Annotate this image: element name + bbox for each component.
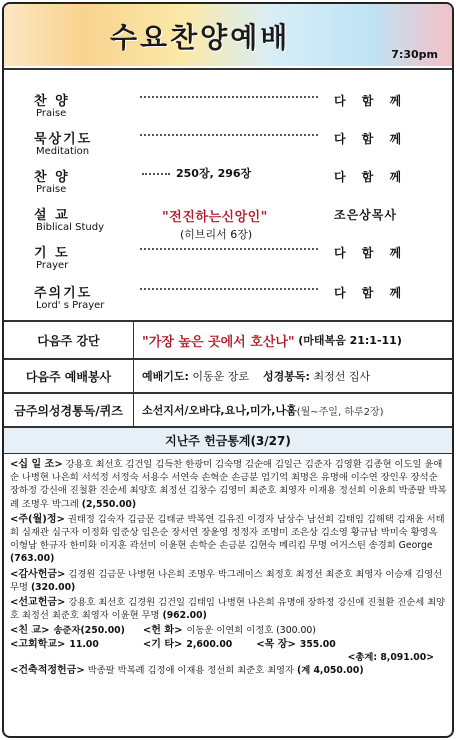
reading-name: 최정선 집사 xyxy=(313,370,371,383)
offering-amount: (2,550.00) xyxy=(81,498,137,510)
page-title: 수요찬양예배 xyxy=(110,21,291,54)
offering-thanks xyxy=(10,568,448,594)
order-leader: 다 함 께 xyxy=(334,132,408,146)
offering-total: <총계: 8,091.00> xyxy=(347,651,434,663)
bulletin-page xyxy=(2,2,454,738)
dotted-leader xyxy=(140,288,318,290)
bible-quiz-label: 금주의성경통독/퀴즈 xyxy=(4,394,134,426)
offering-category: <선교헌금> xyxy=(10,597,66,609)
next-sermon-label: 다음주 강단 xyxy=(4,322,134,358)
offering-amount: 355.00 xyxy=(299,638,336,650)
offering-category: <헌 화> xyxy=(142,625,183,637)
order-leader: 다 함 께 xyxy=(334,286,408,300)
order-item-ko: 찬 양 xyxy=(34,94,70,109)
order-leader: 다 함 께 xyxy=(334,94,408,108)
offering-amount: 11.00 xyxy=(69,638,99,650)
hymn-numbers: 250장, 296장 xyxy=(142,165,251,181)
order-item-ko: 주의기도 xyxy=(34,286,93,301)
next-sermon-row xyxy=(4,322,452,360)
header-banner xyxy=(4,4,452,66)
offering-misc-row xyxy=(10,638,448,651)
order-row xyxy=(4,90,452,126)
offering-category: <목 장> xyxy=(256,638,296,650)
order-item-ko: 묵상기도 xyxy=(34,132,93,147)
service-time: 7:30pm xyxy=(391,48,438,61)
offering-category: <기 타> xyxy=(142,638,183,650)
order-item-ko: 기 도 xyxy=(34,246,70,261)
offering-names: 강용호 최선호 김건일 김득찬 한광미 김숙명 김순애 김일근 김준자 김영환 김종현 이도일 윤애순 나병현 나은희 서석정 서정숙 서용수 서연숙 손혁순 손금분 엄기억 최명은 유명애 이수연 장인우 장석순 장하정 강신애 진철환 진순세 최양호 최정선 김창수 김영미 최준호 최영자 이재용 정선희 이윤희 박종팔 박복례 조명우 박그레 xyxy=(10,459,447,510)
offering-category: <주(월)정> xyxy=(10,513,65,525)
next-sermon-reference: (마태복음 21:1-11) xyxy=(298,334,402,347)
order-of-service xyxy=(4,68,452,322)
dotted-leader xyxy=(140,96,318,98)
prayer-name: 이동운 장로 xyxy=(192,370,250,383)
order-item-ko: 찬 양 xyxy=(34,170,70,185)
offering-weekly xyxy=(10,513,448,566)
order-row xyxy=(4,166,452,202)
dotted-leader xyxy=(140,134,318,136)
offering-category: <친 교> xyxy=(10,625,50,637)
order-item-en: Meditation xyxy=(36,146,90,157)
next-service-label: 다음주 예배봉사 xyxy=(4,360,134,392)
next-service-value xyxy=(142,360,370,392)
offering-amount: (962.00) xyxy=(162,610,207,622)
order-item-en: Biblical Study xyxy=(36,222,104,233)
order-leader: 다 함 께 xyxy=(334,246,408,260)
offering-list xyxy=(10,458,448,679)
bible-quiz-note: (월~주일, 하루2장) xyxy=(296,406,384,418)
sermon-title: "전진하는신앙인" xyxy=(162,210,268,225)
order-leader: 다 함 께 xyxy=(334,170,408,184)
order-item-en: Lord' s Prayer xyxy=(36,300,105,311)
dotted-leader xyxy=(140,248,318,250)
offering-title: 지난주 헌금통계(3/27) xyxy=(4,428,452,454)
order-row xyxy=(4,128,452,164)
next-sermon-value xyxy=(142,322,402,358)
bible-quiz-value xyxy=(142,394,384,426)
offering-amount: (320.00) xyxy=(30,581,76,593)
order-item-en: Praise xyxy=(36,108,67,119)
order-leader: 조은상목사 xyxy=(334,208,397,222)
order-item-en: Prayer xyxy=(36,260,69,271)
offering-names: 강용호 최선호 김경원 김건일 김태임 나병현 나은희 유명애 장하정 강신애 진철환 진순세 최양호 최정선 최준호 최영자 이윤현 무명 xyxy=(10,597,446,622)
order-row xyxy=(4,204,452,240)
offering-amount: 이동운 이연희 이정호 (300.00) xyxy=(186,625,316,637)
offering-names: 박종팔 박복례 김정애 이재용 정선희 최준호 최영자 xyxy=(87,665,295,677)
order-row xyxy=(4,282,452,318)
offering-building xyxy=(10,664,448,677)
bible-quiz-row xyxy=(4,394,452,428)
offering-mission xyxy=(10,596,448,622)
order-item-ko: 설 교 xyxy=(34,208,70,223)
offering-category: <감사헌금> xyxy=(10,568,66,580)
order-item-en: Praise xyxy=(36,184,67,195)
offering-misc-row xyxy=(10,624,448,637)
order-row xyxy=(4,242,452,278)
next-service-row xyxy=(4,360,452,394)
bible-quiz-books: 소선지서/오바댜,요나,미가,나훔 xyxy=(142,404,297,417)
offering-amount: (763.00) xyxy=(10,553,55,565)
offering-amount: (계 4,050.00) xyxy=(297,665,364,677)
offering-sunday xyxy=(10,458,448,511)
offering-category: <건축적정헌금> xyxy=(10,665,85,677)
prayer-label: 예배기도: xyxy=(142,370,189,383)
offering-category: <고회학교> xyxy=(10,638,66,650)
offering-category: <십 일 조> xyxy=(10,459,63,470)
reading-label: 성경봉독: xyxy=(263,370,310,383)
offering-names: 김경원 김금문 나병현 나은희 조명우 박그레이스 최정호 최정선 최준호 최영자 이승재 김영선 무명 xyxy=(10,568,443,593)
sermon-reference: (히브리서 6장) xyxy=(180,228,253,241)
next-sermon-title: "가장 높은 곳에서 호산나" xyxy=(142,334,295,350)
offering-amount: 2,600.00 xyxy=(186,638,233,650)
offering-amount: 송준자(250.00) xyxy=(53,625,125,637)
offering-names: 권태정 김숙자 김금문 김태균 박복연 김유진 이경자 남상수 남선희 김태임 김해택 김재윤 서태희 심재관 심구자 이정화 임준상 임은순 장서연 장윤영 정정자 조명미 조은상 김소영 황규남 박미숙 황영옥 이형남 한규자 한미화 이지훈 곽선미 이윤현 손학순 손금분 김현숙 메리킴 무명 어거스틴 송경희 George xyxy=(10,513,445,552)
